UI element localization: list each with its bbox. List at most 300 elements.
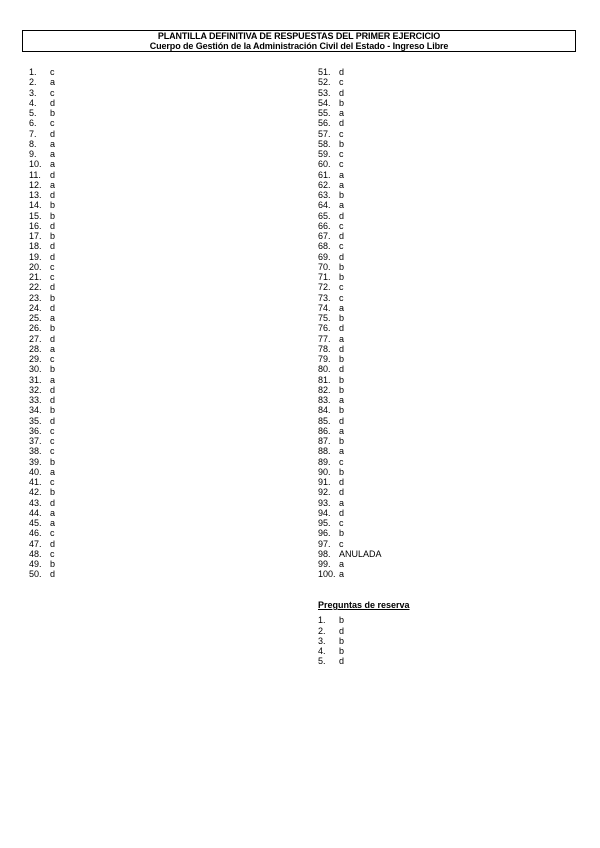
answers-column-left: [29, 67, 55, 580]
answer-row: [29, 375, 55, 385]
answer-row: [318, 88, 382, 98]
answer-letter: d: [339, 210, 345, 221]
answer-letter: d: [50, 497, 56, 508]
answer-letter: a: [339, 200, 345, 211]
answer-letter: c: [50, 261, 55, 272]
answer-row: [318, 477, 382, 487]
answer-row: [318, 293, 382, 303]
answer-row: [318, 118, 382, 128]
answer-row: [318, 252, 382, 262]
question-number: 45.: [29, 518, 42, 528]
question-number: 63.: [318, 190, 331, 200]
answer-letter: c: [50, 528, 55, 539]
question-number: 64.: [318, 200, 331, 211]
question-number: 1.: [318, 615, 326, 626]
answer-row: [29, 200, 55, 210]
answer-letter: b: [50, 364, 56, 375]
answer-letter: b: [50, 292, 56, 303]
answer-row: [29, 549, 55, 559]
question-number: 60.: [318, 159, 331, 170]
question-number: 5.: [29, 108, 37, 118]
answer-letter: c: [339, 159, 344, 170]
answer-letter: d: [50, 251, 56, 262]
answer-row: [318, 149, 382, 159]
answer-row: [29, 303, 55, 313]
answer-row: [29, 180, 55, 190]
question-number: 46.: [29, 528, 42, 539]
answer-row: [29, 518, 55, 528]
answer-row: [318, 569, 382, 579]
answer-letter: a: [339, 425, 345, 436]
answer-letter: b: [50, 405, 56, 416]
answer-letter: b: [339, 384, 345, 395]
question-number: 68.: [318, 241, 331, 252]
answer-letter: a: [50, 179, 56, 190]
answer-row: [318, 549, 382, 559]
question-number: 95.: [318, 518, 331, 528]
answer-row: [318, 498, 382, 508]
answer-row: [318, 200, 382, 210]
answer-row: [29, 108, 55, 118]
answer-letter: c: [50, 436, 55, 446]
question-number: 14.: [29, 200, 42, 211]
answer-row: [29, 231, 55, 241]
answer-row: [318, 528, 382, 538]
answer-row: [29, 67, 55, 77]
answer-letter: d: [339, 118, 345, 129]
answer-row: [318, 211, 382, 221]
answer-letter: c: [50, 67, 55, 77]
question-number: 75.: [318, 313, 331, 323]
answer-row: [29, 262, 55, 272]
answer-row: [318, 231, 382, 241]
answer-row: [29, 211, 55, 221]
answer-letter: c: [339, 241, 344, 252]
answer-row: [318, 282, 382, 292]
answer-letter: d: [339, 323, 345, 334]
answer-letter: c: [50, 425, 55, 436]
answer-letter: a: [50, 466, 56, 477]
answer-row: [29, 385, 55, 395]
answer-row: [29, 118, 55, 128]
answer-letter: b: [339, 354, 345, 364]
answer-row: [29, 416, 55, 426]
answer-letter: b: [50, 487, 56, 498]
reserve-list: [318, 615, 410, 666]
answer-letter: a: [339, 497, 345, 508]
question-number: 3.: [318, 635, 326, 646]
question-number: 31.: [29, 374, 42, 385]
answer-row: [318, 67, 382, 77]
answer-row: [318, 129, 382, 139]
answer-row: [318, 159, 382, 169]
question-number: 34.: [29, 405, 42, 416]
answer-row: [29, 487, 55, 497]
answer-letter: a: [339, 302, 345, 313]
answer-row: [318, 646, 410, 656]
answer-letter: c: [50, 118, 55, 129]
question-number: 38.: [29, 446, 42, 457]
question-number: 2.: [29, 77, 37, 88]
question-number: 51.: [318, 67, 331, 77]
answer-letter: b: [339, 528, 345, 539]
question-number: 6.: [29, 118, 37, 129]
answer-row: [29, 323, 55, 333]
answer-letter: a: [50, 374, 56, 385]
answer-letter: b: [50, 323, 56, 334]
question-number: 2.: [318, 625, 326, 636]
answers-column-right: [318, 67, 382, 580]
answer-letter: d: [339, 656, 345, 667]
answer-letter: c: [339, 220, 344, 231]
answer-row: [318, 221, 382, 231]
answer-row: [318, 457, 382, 467]
answer-row: [318, 354, 382, 364]
question-number: 87.: [318, 436, 331, 446]
question-number: 71.: [318, 272, 331, 282]
question-number: 20.: [29, 261, 42, 272]
answer-row: [29, 190, 55, 200]
question-number: 24.: [29, 302, 42, 313]
question-number: 5.: [318, 656, 326, 667]
question-number: 58.: [318, 138, 331, 149]
answer-row: [318, 323, 382, 333]
question-number: 35.: [29, 415, 42, 426]
answer-row: [29, 293, 55, 303]
answer-row: [318, 559, 382, 569]
answer-letter: b: [50, 559, 56, 569]
answer-letter: a: [339, 108, 345, 118]
answer-row: [29, 334, 55, 344]
document-subtitle: Cuerpo de Gestión de la Administración Civil del Estado - Ingreso Libre: [149, 41, 449, 51]
answer-row: [29, 498, 55, 508]
question-number: 15.: [29, 210, 42, 221]
answer-row: [318, 508, 382, 518]
answer-row: [29, 149, 55, 159]
answer-row: [29, 539, 55, 549]
question-number: 54.: [318, 97, 331, 108]
answer-letter: a: [50, 343, 56, 354]
answer-letter: d: [50, 220, 56, 231]
question-number: 28.: [29, 343, 42, 354]
answer-letter: d: [50, 333, 56, 344]
question-number: 80.: [318, 364, 331, 375]
answer-letter: c: [50, 477, 55, 487]
answer-letter: c: [339, 282, 344, 293]
answer-letter: c: [50, 87, 55, 98]
answer-row: [29, 129, 55, 139]
answer-letter: b: [339, 466, 345, 477]
question-number: 36.: [29, 425, 42, 436]
answer-row: [318, 334, 382, 344]
answer-row: [29, 344, 55, 354]
answer-row: [318, 395, 382, 405]
question-number: 61.: [318, 169, 331, 180]
answer-row: [318, 405, 382, 415]
answer-row: [318, 180, 382, 190]
question-number: 32.: [29, 384, 42, 395]
answer-row: [318, 375, 382, 385]
answer-row: [29, 528, 55, 538]
answer-row: [29, 282, 55, 292]
answer-letter: d: [339, 364, 345, 375]
answer-letter: a: [339, 169, 345, 180]
question-number: 44.: [29, 507, 42, 518]
answer-letter: b: [339, 313, 345, 323]
answer-row: [318, 262, 382, 272]
answer-letter: b: [339, 615, 345, 626]
answer-letter: d: [339, 507, 345, 518]
answer-letter: d: [50, 384, 56, 395]
question-number: 86.: [318, 425, 331, 436]
answer-letter: b: [339, 97, 345, 108]
question-number: 3.: [29, 87, 37, 98]
answer-row: [318, 77, 382, 87]
answer-letter: d: [339, 477, 345, 487]
answer-letter: b: [339, 261, 345, 272]
answer-letter: b: [50, 108, 56, 118]
question-number: 52.: [318, 77, 331, 88]
answer-row: [29, 395, 55, 405]
answer-row: [318, 446, 382, 456]
question-number: 10.: [29, 159, 42, 170]
answer-letter: d: [50, 97, 56, 108]
answer-row: [318, 170, 382, 180]
answer-row: [318, 416, 382, 426]
answer-letter: a: [50, 507, 56, 518]
question-number: 9.: [29, 149, 37, 159]
question-number: 89.: [318, 456, 331, 467]
question-number: 11.: [29, 169, 41, 180]
answer-row: [29, 426, 55, 436]
question-number: 62.: [318, 179, 331, 190]
question-number: 92.: [318, 487, 331, 498]
answer-row: [318, 303, 382, 313]
answer-letter: d: [339, 67, 345, 77]
question-number: 17.: [29, 231, 42, 241]
answer-row: [29, 170, 55, 180]
question-number: 37.: [29, 436, 42, 446]
question-number: 72.: [318, 282, 331, 293]
answer-letter: a: [50, 77, 56, 88]
answer-row: [318, 190, 382, 200]
question-number: 40.: [29, 466, 42, 477]
answer-letter: b: [339, 272, 345, 282]
question-number: 16.: [29, 220, 42, 231]
reserve-title: Preguntas de reserva: [318, 600, 410, 610]
question-number: 77.: [318, 333, 331, 344]
answer-letter: b: [339, 190, 345, 200]
answer-letter: d: [339, 343, 345, 354]
answer-letter: a: [339, 569, 345, 580]
answer-row: [318, 656, 410, 666]
answer-letter: d: [50, 302, 56, 313]
answer-row: [318, 626, 410, 636]
answer-row: [29, 436, 55, 446]
question-number: 13.: [29, 190, 42, 200]
question-number: 43.: [29, 497, 42, 508]
answer-row: [318, 139, 382, 149]
answer-letter: c: [339, 456, 344, 467]
answer-letter: c: [50, 548, 55, 559]
question-number: 12.: [29, 179, 42, 190]
question-number: 84.: [318, 405, 331, 416]
answer-row: [29, 98, 55, 108]
question-number: 41.: [29, 477, 42, 487]
question-number: 42.: [29, 487, 42, 498]
answer-letter: d: [339, 487, 345, 498]
answer-letter: d: [50, 241, 56, 252]
question-number: 59.: [318, 149, 331, 159]
answer-row: [318, 344, 382, 354]
answer-letter: a: [339, 446, 345, 457]
answer-letter: d: [339, 625, 345, 636]
answer-letter: c: [50, 272, 55, 282]
answer-row: [318, 98, 382, 108]
answer-letter: c: [339, 77, 344, 88]
question-number: 48.: [29, 548, 42, 559]
answer-row: [29, 569, 55, 579]
answer-letter: c: [339, 292, 344, 303]
question-number: 90.: [318, 466, 331, 477]
answer-row: [29, 272, 55, 282]
question-number: 88.: [318, 446, 331, 457]
answer-row: [318, 615, 410, 625]
answer-row: [29, 405, 55, 415]
answer-letter: b: [50, 200, 56, 211]
answer-letter: d: [339, 87, 345, 98]
answer-row: [29, 252, 55, 262]
answer-letter: d: [50, 415, 56, 426]
answer-row: [29, 313, 55, 323]
answer-letter: c: [339, 149, 344, 159]
question-number: 76.: [318, 323, 331, 334]
answer-row: [318, 426, 382, 436]
question-number: 23.: [29, 292, 42, 303]
answer-row: [318, 385, 382, 395]
question-number: 82.: [318, 384, 331, 395]
question-number: 50.: [29, 569, 42, 580]
answer-letter: b: [339, 374, 345, 385]
answer-row: [29, 559, 55, 569]
title-box: [22, 30, 576, 52]
answer-letter: a: [339, 395, 345, 405]
answer-row: [318, 487, 382, 497]
answer-row: [29, 241, 55, 251]
answer-letter: a: [50, 159, 56, 170]
answer-row: [29, 88, 55, 98]
answer-row: [29, 477, 55, 487]
answer-letter: a: [50, 138, 56, 149]
answer-letter: d: [339, 415, 345, 426]
question-number: 4.: [29, 97, 37, 108]
answer-letter: a: [339, 333, 345, 344]
question-number: 74.: [318, 302, 331, 313]
question-number: 26.: [29, 323, 42, 334]
document-title: PLANTILLA DEFINITIVA DE RESPUESTAS DEL PRIMER EJERCICIO: [157, 31, 441, 41]
question-number: 8.: [29, 138, 37, 149]
answer-row: [318, 108, 382, 118]
question-number: 83.: [318, 395, 331, 405]
answer-letter: c: [339, 518, 344, 528]
answer-letter: c: [50, 446, 55, 457]
answer-letter: a: [50, 518, 56, 528]
answer-letter: b: [339, 635, 345, 646]
question-number: 57.: [318, 128, 331, 139]
question-number: 30.: [29, 364, 42, 375]
answer-letter: a: [50, 313, 56, 323]
question-number: 33.: [29, 395, 42, 405]
answer-row: [318, 272, 382, 282]
answer-letter: c: [339, 538, 344, 549]
answer-letter: a: [339, 179, 345, 190]
answer-letter: b: [339, 405, 345, 416]
question-number: 67.: [318, 231, 331, 241]
question-number: 18.: [29, 241, 42, 252]
question-number: 1.: [29, 67, 37, 77]
answer-letter: ANULADA: [339, 548, 382, 559]
answer-letter: b: [339, 646, 345, 656]
question-number: 94.: [318, 507, 331, 518]
answer-letter: b: [339, 436, 345, 446]
question-number: 4.: [318, 646, 326, 656]
answer-letter: b: [50, 210, 56, 221]
question-number: 98.: [318, 548, 331, 559]
answer-letter: d: [50, 282, 56, 293]
answer-letter: d: [50, 169, 56, 180]
answer-row: [29, 159, 55, 169]
answer-row: [318, 313, 382, 323]
answer-row: [29, 508, 55, 518]
answer-letter: d: [50, 128, 56, 139]
question-number: 19.: [29, 251, 42, 262]
answer-letter: d: [339, 231, 345, 241]
question-number: 70.: [318, 261, 331, 272]
question-number: 21.: [29, 272, 42, 282]
answer-row: [29, 139, 55, 149]
question-number: 25.: [29, 313, 42, 323]
answer-letter: d: [50, 395, 56, 405]
question-number: 78.: [318, 343, 331, 354]
question-number: 22.: [29, 282, 42, 293]
question-number: 73.: [318, 292, 331, 303]
question-number: 85.: [318, 415, 331, 426]
question-number: 27.: [29, 333, 42, 344]
answer-row: [318, 364, 382, 374]
question-number: 100.: [318, 569, 336, 580]
question-number: 47.: [29, 538, 42, 549]
answer-letter: d: [339, 251, 345, 262]
question-number: 56.: [318, 118, 331, 129]
answer-letter: a: [50, 149, 56, 159]
answer-row: [318, 636, 410, 646]
answer-row: [318, 436, 382, 446]
answer-letter: c: [50, 354, 55, 364]
question-number: 29.: [29, 354, 42, 364]
answer-row: [29, 221, 55, 231]
question-number: 39.: [29, 456, 42, 467]
question-number: 66.: [318, 220, 331, 231]
question-number: 55.: [318, 108, 331, 118]
answer-row: [318, 241, 382, 251]
question-number: 93.: [318, 497, 331, 508]
answer-row: [29, 354, 55, 364]
answer-letter: b: [339, 138, 345, 149]
question-number: 49.: [29, 559, 42, 569]
answer-letter: b: [50, 231, 56, 241]
answer-letter: b: [50, 456, 56, 467]
answer-letter: d: [50, 190, 56, 200]
